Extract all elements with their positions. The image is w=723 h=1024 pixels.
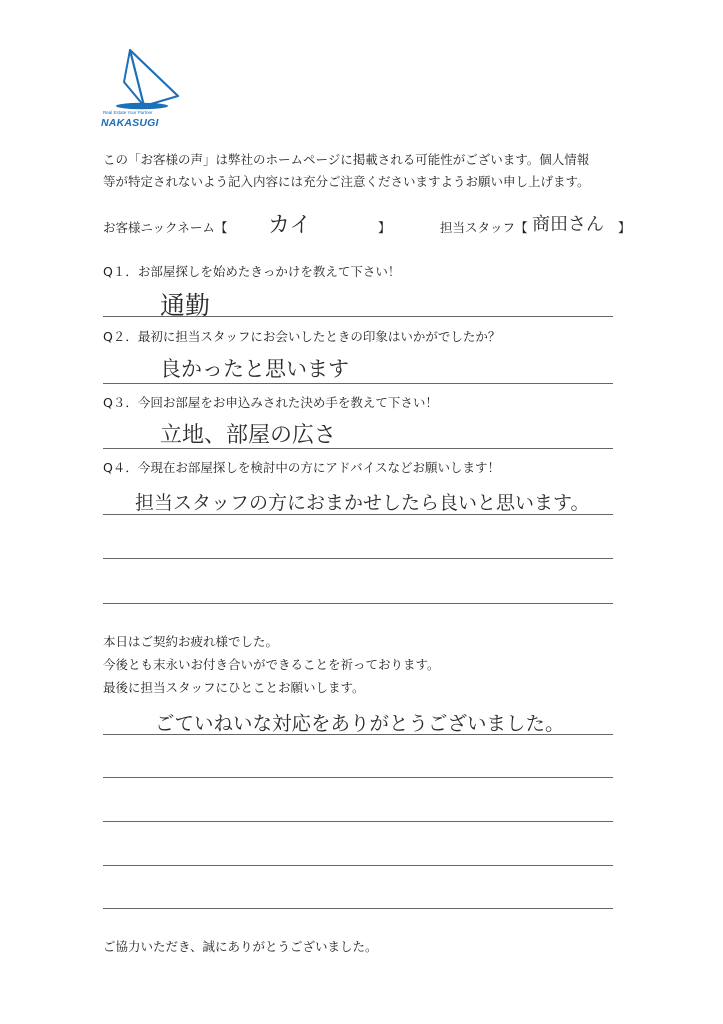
answer-line [103,821,613,822]
logo-name: NAKASUGI [101,117,159,129]
staff-label: 担当スタッフ【 [440,220,528,235]
question-1-answer: 通勤 [160,291,211,320]
closing-line-2: 今後とも末永いお付き合いができることを祈っております。 [103,657,440,672]
answer-line [103,448,613,449]
intro-line-1: この「お客様の声」は弊社のホームページに掲載される可能性がございます。個人情報 [103,152,590,167]
answer-line [103,777,613,778]
question-3-answer: 立地、部屋の広さ [160,423,337,448]
answer-line [103,316,613,317]
intro-line-2: 等が特定されないよう記入内容には充分ご注意くださいますようお願い申し上げます。 [103,174,590,189]
nickname-value: カイ [268,213,312,238]
closing-line-3: 最後に担当スタッフにひとことお願いします。 [103,680,365,695]
closing-answer: ごていねいな対応をありがとうございました。 [155,712,565,735]
question-2-answer: 良かったと思います [160,357,349,381]
answer-line [103,603,613,604]
answer-line [103,558,613,559]
answer-line [103,865,613,866]
staff-close: 】 [618,220,631,235]
staff-value: 商田さん [532,214,604,235]
answer-line [103,514,613,515]
footer-thanks: ご協力いただき、誠にありがとうございました。 [103,939,378,954]
answer-line [103,908,613,909]
question-4-label: Q４．今現在お部屋探しを検討中の方にアドバイスなどお願いします！ [103,460,500,475]
answer-line [103,734,613,735]
nickname-label: お客様ニックネーム【 [103,220,228,235]
logo-tagline: Real Estate Your Partner [103,110,153,115]
question-1-label: Q１．お部屋探しを始めたきっかけを教えて下さい！ [103,264,401,279]
answer-line [103,383,613,384]
nickname-close: 】 [378,220,391,235]
question-2-label: Q２．最初に担当スタッフにお会いしたときの印象はいかがでしたか？ [103,329,501,344]
closing-line-1: 本日はご契約お疲れ様でした。 [103,634,279,649]
question-4-answer: 担当スタッフの方におまかせしたら良いと思います。 [135,492,590,514]
question-3-label: Q３．今回お部屋をお申込みされた決め手を教えて下さい！ [103,395,438,410]
